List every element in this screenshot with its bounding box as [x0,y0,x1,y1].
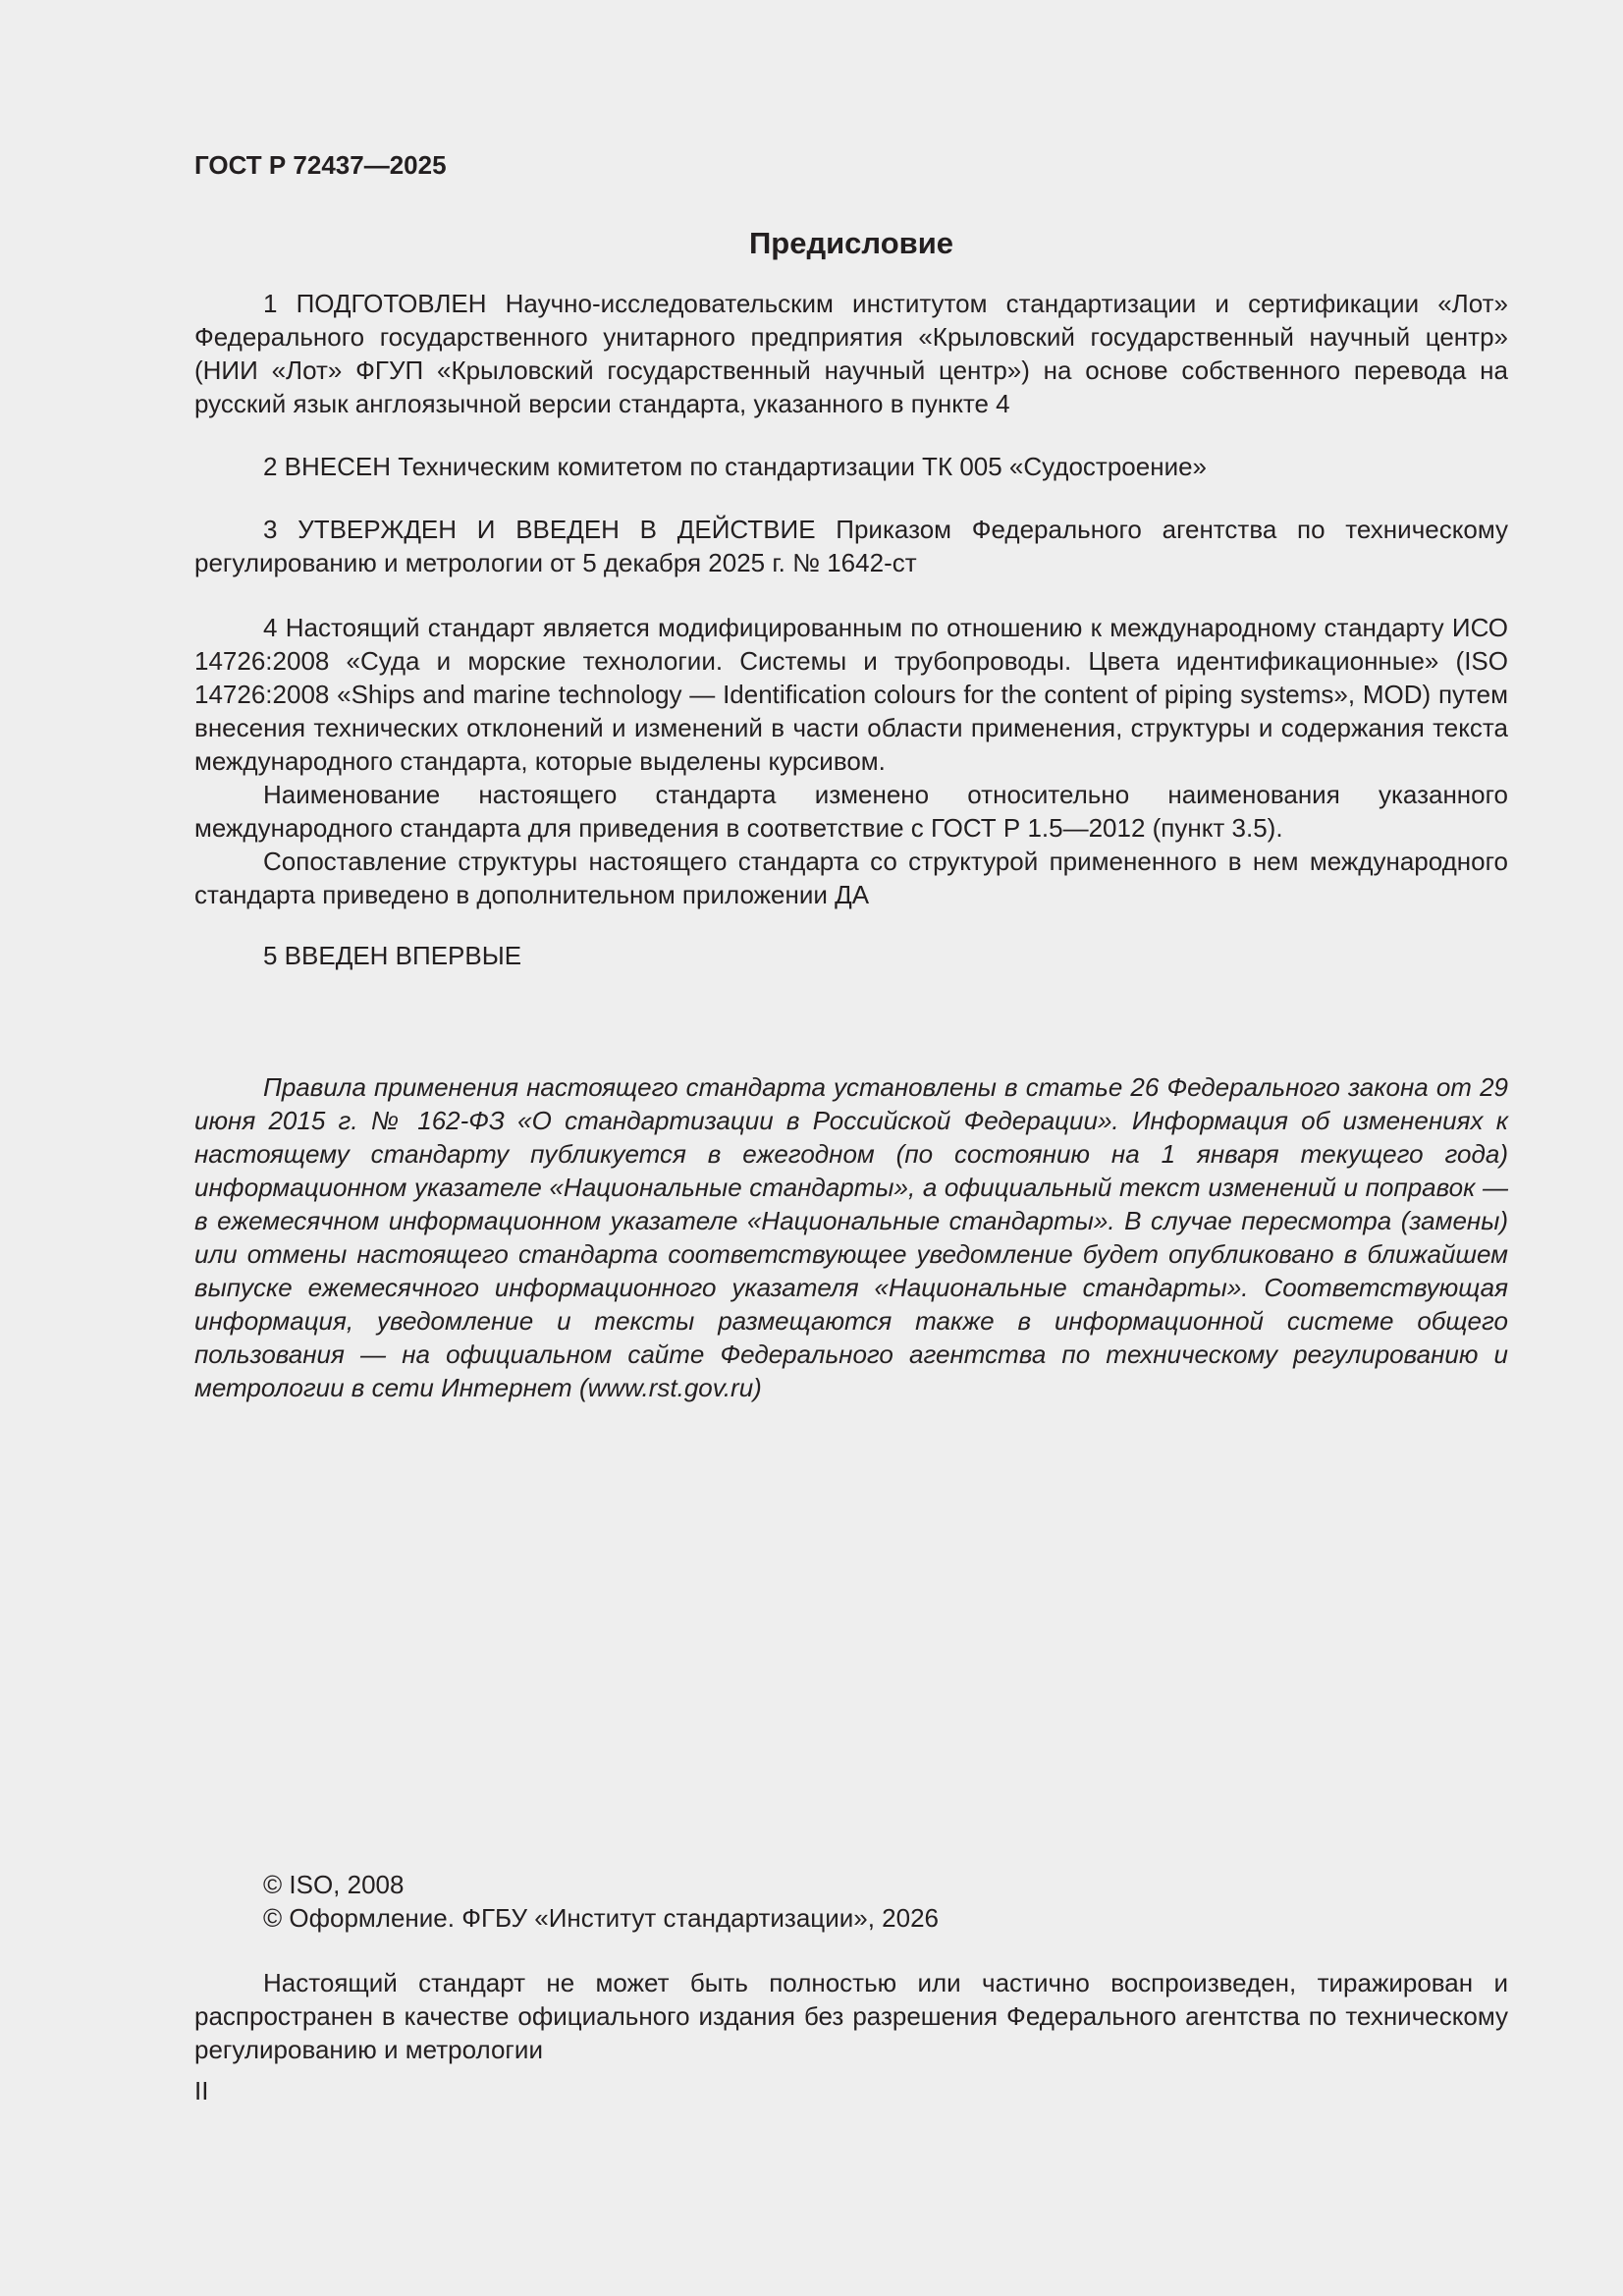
preface-item-5 [194,939,1508,972]
document-code: ГОСТ Р 72437—2025 [194,150,447,180]
preface-item-1 [194,287,1508,420]
preface-item-4-structure: Сопоставление структуры настоящего стандарта со структурой примененного в нем международного стандарта приведено в дополнительном приложении ДА [194,847,1508,909]
preface-item-4-name-change: Наименование настоящего стандарта изменено относительно наименования указанного международного стандарта для приведения в соответствие с ГОСТ Р 1.5—2012 (пункт 3.5). [194,780,1508,843]
preface-item-2-text: 2 ВНЕСЕН Техническим комитетом по стандартизации ТК 005 «Судостроение» [263,452,1208,481]
copyright-block [194,1868,1508,1935]
reproduction-notice [194,1966,1508,2066]
copyright-iso: © ISO, 2008 [263,1870,405,1899]
preface-item-3 [194,513,1508,579]
preface-item-5-text: 5 ВВЕДЕН ВПЕРВЫЕ [263,941,522,970]
page-number: II [194,2076,209,2105]
copyright-design: © Оформление. ФГБУ «Институт стандартизации», 2026 [263,1903,939,1933]
rules-notice-text: Правила применения настоящего стандарта установлены в статье 26 Федерального закона от 29 июня 2015 г. № 162-ФЗ «О стандартизации в Российской Федерации». Информация об изменениях к настоящему стандарту публикуется в ежегодном (по состоянию на 1 января текущего года) информационном указателе «Национальные стандарты», а официальный текст изменений и поправок — в ежемесячном информационном указателе «Национальные стандарты». В случае пересмотра (замены) или отмены настоящего стандарта соответствующее уведомление будет опубликовано в ближайшем выпуске ежемесячного информационного указателя «Национальные стандарты». Соответствующая информация, уведомление и тексты размещаются также в информационной системе общего пользования — на официальном сайте Федерального агентства по техническому регулированию и метрологии в сети Интернет (www.rst.gov.ru) [194,1072,1508,1402]
preface-item-4-text: 4 Настоящий стандарт является модифицированным по отношению к международному стандарту ИСО 14726:2008 «Суда и морские технологии. Системы и трубопроводы. Цвета идентификационные» (ISO 14726:2008 «Ships and marine technology — Identification colours for the content of piping systems», MOD) путем внесения технических отклонений и изменений в части области применения, структуры и содержания текста международного стандарта, которые выделены курсивом. [194,613,1508,776]
rules-notice [194,1070,1508,1404]
preface-item-2 [194,450,1508,483]
preface-title: Предисловие [748,226,953,260]
reproduction-notice-text: Настоящий стандарт не может быть полностью или частично воспроизведен, тиражирован и распространен в качестве официального издания без разрешения Федерального агентства по техническому регулированию и метрологии [194,1968,1508,2064]
preface-item-1-text: 1 ПОДГОТОВЛЕН Научно-исследовательским институтом стандартизации и сертификации «Лот» Федерального государственного унитарного предприятия «Крыловский государственный научный центр» (НИИ «Лот» ФГУП «Крыловский государственный научный центр») на основе собственного перевода на русский язык англоязычной версии стандарта, указанного в пункте 4 [194,289,1508,418]
preface-item-4 [194,611,1508,911]
preface-item-3-text: 3 УТВЕРЖДЕН И ВВЕДЕН В ДЕЙСТВИЕ Приказом Федерального агентства по техническому регулированию и метрологии от 5 декабря 2025 г. № 1642-ст [194,515,1508,577]
